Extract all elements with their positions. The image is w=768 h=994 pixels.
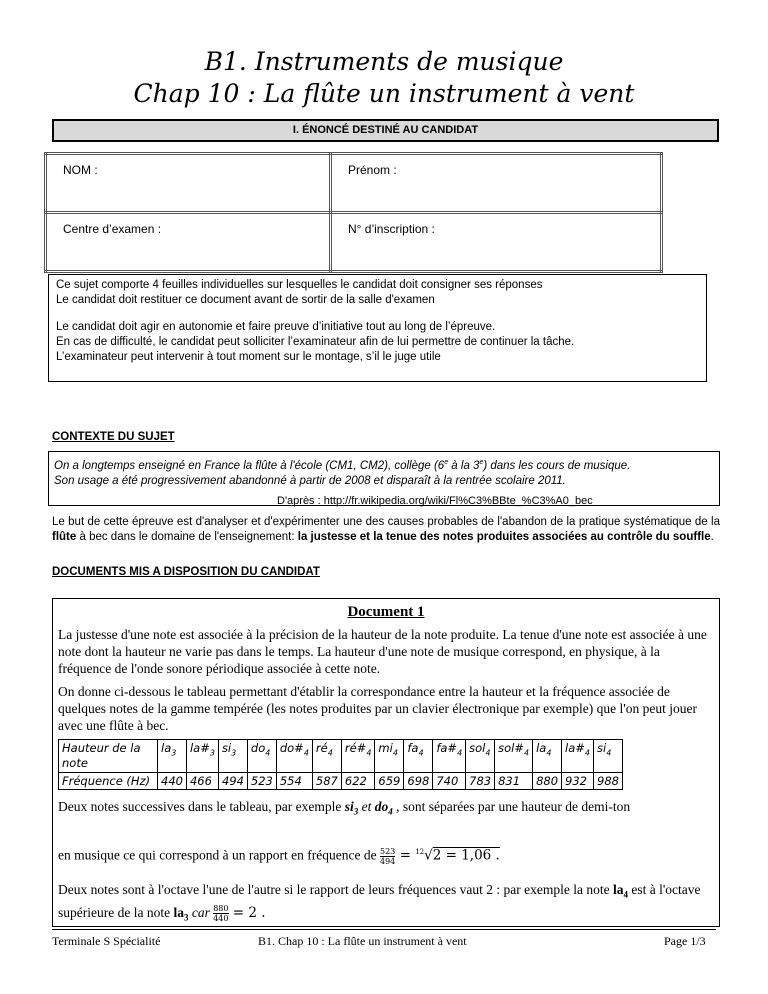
note-row [59,740,623,773]
document1-para3: Deux notes successives dans le tableau, par exemple $si_3$ et $do_4$ , sont séparées par une hauteur de demi-ton [58,799,631,817]
frequency-cell: 740 [433,773,466,790]
instruction-line: Ce sujet comporte 4 feuilles individuelles sur lesquelles le candidat doit consigner ses réponses [56,279,543,291]
note-cell: $la_3$ [158,740,187,773]
context-quote-line1: On a longtemps enseigné en France la flûte à l'école (CM1, CM2), collège (6e à la 3e) dans les cours de musique. [54,459,631,472]
candidate-id-table [44,152,663,273]
context-heading: CONTEXTE DU SUJET [52,431,175,443]
section-banner: I. ÉNONCÉ DESTINÉ AU CANDIDAT [52,119,719,142]
document-title-line2: Chap 10 : La flûte un instrument à vent [133,79,635,108]
inscription-label: N° d’inscription : [348,222,435,236]
ratio-fraction: $\frac{523}{494}$ [380,846,396,866]
centre-label: Centre d’examen : [63,222,162,236]
document1-para2: On donne ci-dessous le tableau permettant d'établir la correspondance entre la hauteur et la fréquence associée de quelques notes de la gamme tempérée (les notes produites par un clavier électronique par exemple) que l'on peut jouer avec une flûte à bec. [58,684,697,733]
documents-heading: DOCUMENTS MIS A DISPOSITION DU CANDIDAT [52,566,320,578]
note-cell: $ré_4$ [312,740,341,773]
instructions-box [48,274,707,382]
note-cell: sol$_4$ [466,740,495,773]
document1-title: Document 1 [347,604,425,620]
note-frequency-table [58,739,623,790]
frequency-cell: 440 [158,773,187,790]
frequency-cell: 523 [247,773,276,790]
prenom-field[interactable] [331,154,662,213]
note-cell: $fa\#_4$ [433,740,466,773]
octave-fraction: $\frac{880}{440}$ [213,904,229,924]
note-cell: $do\#_4$ [276,740,312,773]
footer-center: B1. Chap 10 : La flûte un instrument à vent [258,934,467,948]
document1-para5: Deux notes sont à l'octave l'une de l'autre si le rapport de leurs fréquences vaut 2 : par exemple la note $la_4$ est à l'octave supérieure de la note $la_3$ car $\frac{880}{440}$ = 2 . [58,882,701,924]
frequency-cell: 932 [562,773,594,790]
context-quote-line2: Son usage a été progressivement abandonné à partir de 2008 et disparaît à la rentrée scolaire 2011. [54,474,566,487]
frequency-cell: 622 [341,773,375,790]
table-header-note: Hauteur de la note [59,740,158,773]
context-source: D'après : http://fr.wikipedia.org/wiki/Fl%C3%BBte_%C3%A0_bec [277,494,593,507]
note-cell: $si_3$ [218,740,247,773]
footer-left: Terminale S Spécialité [52,934,161,948]
instruction-line: L’examinateur peut intervenir à tout moment sur le montage, s’il le juge utile [56,351,441,363]
note-cell: $mi_4$ [375,740,404,773]
document1-para4: en musique ce qui correspond à un rapport en fréquence de $\frac{523}{494}$ = $^{12}$√2 = 1,06 . [58,846,500,866]
document-title-line1: B1. Instruments de musique [204,47,564,76]
frequency-cell: 466 [186,773,218,790]
prenom-label: Prénom : [348,163,397,177]
goal-paragraph: Le but de cette épreuve est d'analyser et d'expérimenter une des causes probables de l'abandon de la pratique systématique de la flûte à bec dans le domaine de l'enseignement: la justesse et la tenue des notes produites associées au contrôle du souffle. [52,516,720,543]
frequency-cell: 988 [594,773,623,790]
table-header-frequency: Fréquence (Hz) [59,773,158,790]
instruction-line: Le candidat doit restituer ce document avant de sortir de la salle d'examen [56,294,435,306]
centre-field[interactable] [46,213,331,272]
footer-right: Page 1/3 [664,934,706,948]
instruction-line: Le candidat doit agir en autonomie et faire preuve d’initiative tout au long de l’épreuve. [56,321,496,333]
note-cell: $sol\#_4$ [495,740,533,773]
note-cell: $si_4$ [594,740,623,773]
frequency-cell: 587 [312,773,341,790]
instruction-line: En cas de difficulté, le candidat peut solliciter l’examinateur afin de lui permettre de continuer la tâche. [56,336,575,348]
frequency-row [59,773,623,790]
note-cell: $do_4$ [247,740,276,773]
document1-para1: La justesse d'une note est associée à la précision de la hauteur de la note produite. La tenue d'une note est associée à une note dont la hauteur ne varie pas dans le temps. La hauteur d'une note de musique correspond, en physique, à la fréquence de l'onde sonore périodique associée à cette note. [58,627,707,676]
frequency-cell: 659 [375,773,404,790]
nom-field[interactable] [46,154,331,213]
nom-label: NOM : [63,163,98,177]
footer-rule [52,929,716,930]
inscription-field[interactable] [331,213,662,272]
frequency-cell: 494 [218,773,247,790]
frequency-cell: 880 [533,773,562,790]
context-quote-box [48,451,720,506]
note-cell: $ré\#_4$ [341,740,375,773]
note-cell: $la\#_3$ [186,740,218,773]
note-cell: $la\#_4$ [562,740,594,773]
document1-box [52,598,720,927]
frequency-cell: 783 [466,773,495,790]
frequency-cell: 831 [495,773,533,790]
frequency-cell: 554 [276,773,312,790]
note-cell: $fa_4$ [404,740,433,773]
note-cell: $la_4$ [533,740,562,773]
frequency-cell: 698 [404,773,433,790]
